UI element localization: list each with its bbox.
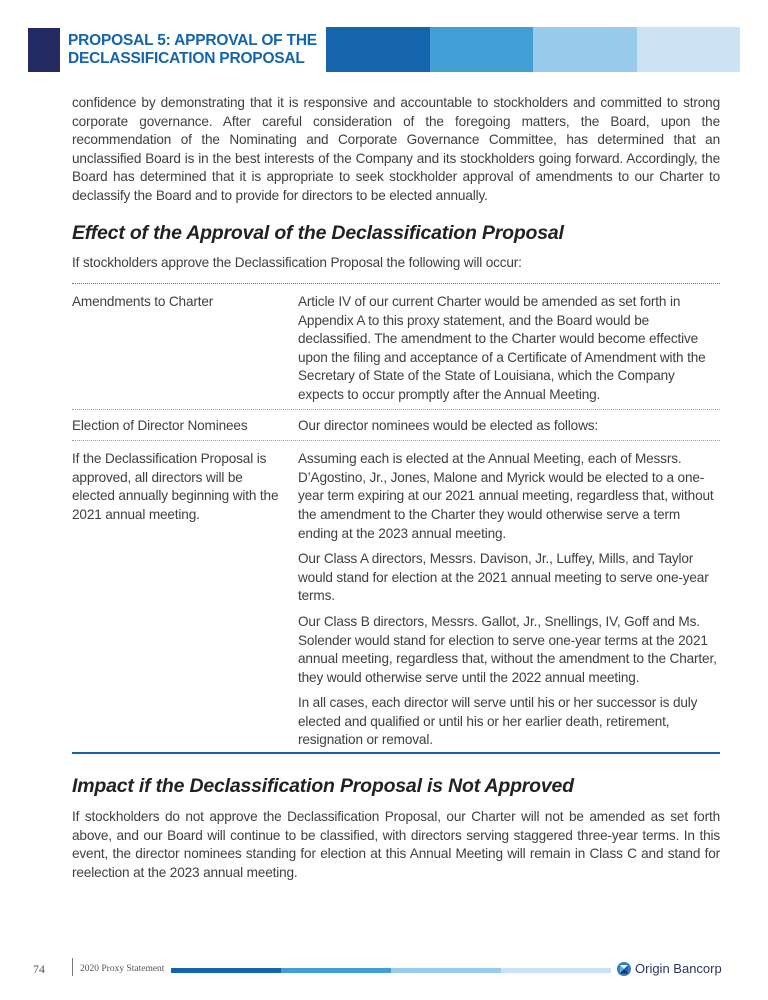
footer-document-name: 2020 Proxy Statement [80, 964, 165, 974]
row-paragraph: Our Class B directors, Messrs. Gallot, Jr., Snellings, IV, Goff and Ms. Solender would stand for election to serve one-year terms at the 2021 annual meeting, regardless that, without the amendment to the Charter, they would otherwise serve until the 2022 annual meeting. [298, 613, 717, 685]
row-label: Election of Director Nominees [72, 417, 248, 433]
footer-brand-name: Origin Bancorp [635, 961, 722, 976]
row-label: Amendments to Charter [72, 294, 214, 309]
footer-band-4 [501, 968, 611, 973]
footer-band-3 [391, 968, 501, 973]
footer-band-2 [281, 968, 391, 973]
footer-color-bar [171, 968, 611, 973]
origin-bancorp-logo-icon [617, 962, 631, 976]
impact-paragraph: If stockholders do not approve the Declassification Proposal, our Charter will not be amended as set forth above, and our Board will continue to be classified, with directors serving staggered three-year terms. In this event, the director nominees standing for election at this Annual Meeting will remain in Class C and stand for reelection at the 2023 annual meeting. [72, 809, 720, 880]
row-content [298, 417, 720, 436]
page-title-line-2: DECLASSIFICATION PROPOSAL [68, 50, 305, 67]
row-paragraph: In all cases, each director will serve until his or her successor is duly elected and qualified or until his or her earlier death, retirement, resignation or removal. [298, 695, 698, 748]
page-title [68, 32, 328, 68]
impact-section-heading: Impact if the Declassification Proposal is Not Approved [72, 775, 574, 797]
header-band-1 [326, 27, 430, 72]
effect-section-intro: If stockholders approve the Declassification Proposal the following will occur: [72, 255, 522, 270]
row-paragraph: Assuming each is elected at the Annual Meeting, each of Messrs. D’Agostino, Jr., Jones, Malone and Myrick would be elected to a one-year term expiring at our 2021 annual meeting, regardless that, without the amendment to the Charter they would otherwise serve a term ending at the 2023 annual meeting. [298, 451, 714, 541]
table-row-election [72, 410, 720, 442]
row-paragraph: Article IV of our current Charter would be amended as set forth in Appendix A to this proxy statement, and the Board would be declassified. The amendment to the Charter would become effective upon the filing and acceptance of a Certificate of Amendment with the Secretary of State of the State of Louisiana, which the Company expects to occur promptly after the Annual Meeting. [298, 294, 706, 402]
row-paragraph: Our Class A directors, Messrs. Davison, Jr., Luffey, Mills, and Taylor would stand for election at the 2021 annual meeting to serve one-year terms. [298, 551, 709, 604]
page-title-line-1: PROPOSAL 5: APPROVAL OF THE [68, 32, 317, 49]
row-paragraph: Our director nominees would be elected as follows: [298, 417, 599, 433]
footer-band-1 [171, 968, 281, 973]
effect-table [72, 283, 720, 754]
header-navy-block [28, 28, 60, 72]
header-band-4 [637, 27, 741, 72]
effect-section-heading: Effect of the Approval of the Declassification Proposal [72, 222, 564, 244]
header-band-3 [533, 27, 637, 72]
row-content [298, 293, 720, 405]
header-band-2 [430, 27, 534, 72]
row-content [298, 450, 720, 750]
footer-separator [72, 958, 73, 976]
row-label: If the Declassification Proposal is approved, all directors will be elected annually beginning with the 2021 annual meeting. [72, 451, 279, 522]
table-row-annual-election [72, 441, 720, 754]
page-number: 74 [33, 962, 45, 976]
intro-paragraph: confidence by demonstrating that it is responsive and accountable to stockholders and committed to strong corporate governance. After careful consideration of the foregoing matters, the Board, upon the recommendation of the Nominating and Corporate Governance Committee, has determined that an unclassified Board is in the best interests of the Company and its stockholders going forward. Accordingly, the Board has determined that it is appropriate to seek stockholder approval of amendments to our Charter to declassify the Board and to provide for directors to be elected annually. [72, 95, 720, 203]
table-row-amendments [72, 284, 720, 410]
header-color-bands [326, 27, 740, 72]
